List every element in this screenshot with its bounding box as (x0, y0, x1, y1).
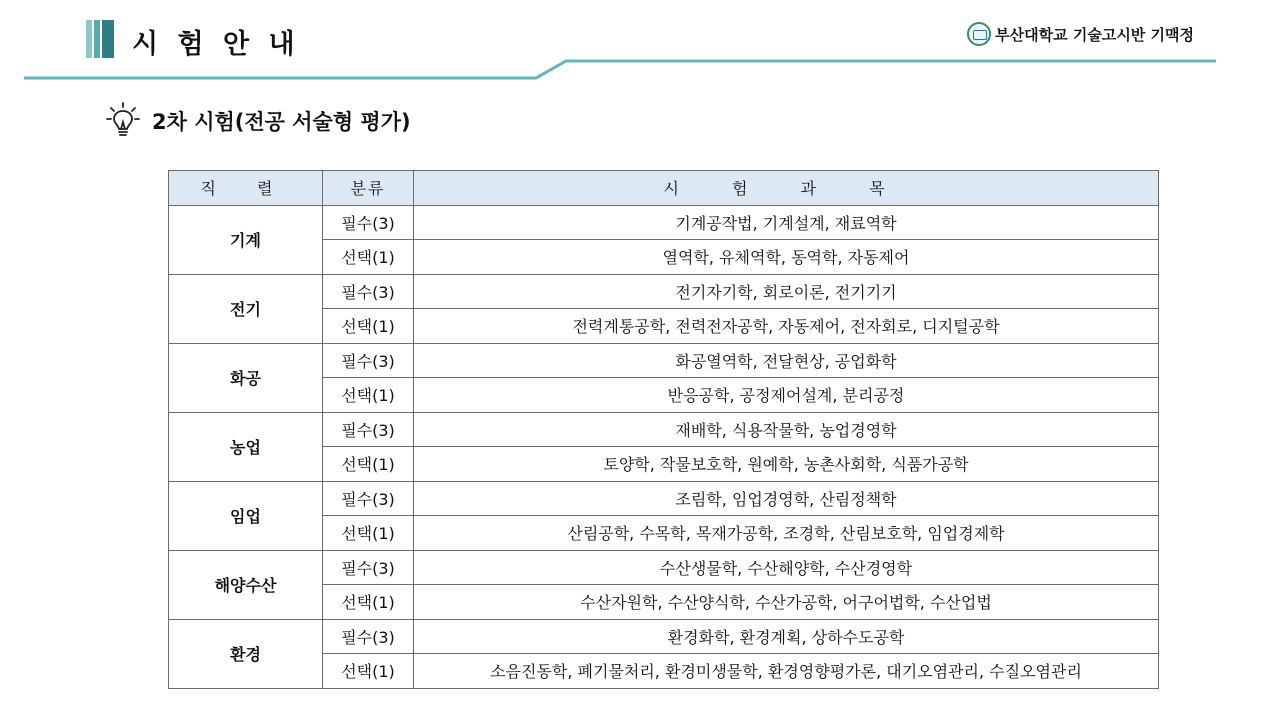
lightbulb-icon (106, 102, 140, 140)
category-cell: 필수(3) (323, 343, 414, 378)
subjects-cell: 전기자기학, 회로이론, 전기기기 (414, 274, 1159, 309)
category-cell: 선택(1) (323, 447, 414, 482)
category-cell: 선택(1) (323, 516, 414, 551)
job-name: 임업 (169, 481, 323, 550)
category-cell: 필수(3) (323, 550, 414, 585)
category-cell: 필수(3) (323, 274, 414, 309)
table-row (169, 205, 1159, 240)
subjects-cell: 산림공학, 수목학, 목재가공학, 조경학, 산림보호학, 임업경제학 (414, 516, 1159, 551)
category-cell: 필수(3) (323, 481, 414, 516)
subjects-cell: 토양학, 작물보호학, 원예학, 농촌사회학, 식품가공학 (414, 447, 1159, 482)
job-name: 환경 (169, 619, 323, 688)
header-subjects: 시 험 과 목 (414, 171, 1159, 206)
page-title: 시 험 안 내 (132, 29, 300, 60)
exam-subjects-table (168, 170, 1159, 689)
table-row (169, 412, 1159, 447)
subjects-cell: 반응공학, 공정제어설계, 분리공정 (414, 378, 1159, 413)
header-job: 직 렬 (169, 171, 323, 206)
subjects-cell: 재배학, 식용작물학, 농업경영학 (414, 412, 1159, 447)
table-header-row (169, 171, 1159, 206)
category-cell: 필수(3) (323, 412, 414, 447)
section-heading (106, 102, 411, 140)
table-row (169, 481, 1159, 516)
job-name: 기계 (169, 205, 323, 274)
category-cell: 필수(3) (323, 619, 414, 654)
subjects-cell: 조림학, 임업경영학, 산림정책학 (414, 481, 1159, 516)
subjects-cell: 수산생물학, 수산해양학, 수산경영학 (414, 550, 1159, 585)
category-cell: 선택(1) (323, 654, 414, 689)
category-cell: 선택(1) (323, 240, 414, 275)
table-row (169, 619, 1159, 654)
job-name: 농업 (169, 412, 323, 481)
subjects-cell: 기계공작법, 기계설계, 재료역학 (414, 205, 1159, 240)
category-cell: 필수(3) (323, 205, 414, 240)
subjects-cell: 소음진동학, 폐기물처리, 환경미생물학, 환경영향평가론, 대기오염관리, 수질오염관리 (414, 654, 1159, 689)
table-row (169, 550, 1159, 585)
org-name: 부산대학교 기술고시반 기맥정 (995, 25, 1194, 44)
job-name: 해양수산 (169, 550, 323, 619)
subjects-cell: 열역학, 유체역학, 동역학, 자동제어 (414, 240, 1159, 275)
subjects-cell: 전력계통공학, 전력전자공학, 자동제어, 전자회로, 디지털공학 (414, 309, 1159, 344)
subjects-cell: 화공열역학, 전달현상, 공업화학 (414, 343, 1159, 378)
category-cell: 선택(1) (323, 378, 414, 413)
category-cell: 선택(1) (323, 585, 414, 620)
subjects-cell: 환경화학, 환경계획, 상하수도공학 (414, 619, 1159, 654)
subjects-cell: 수산자원학, 수산양식학, 수산가공학, 어구어법학, 수산업법 (414, 585, 1159, 620)
job-name: 전기 (169, 274, 323, 343)
table-row (169, 343, 1159, 378)
header-divider (0, 0, 1280, 90)
table-row (169, 274, 1159, 309)
category-cell: 선택(1) (323, 309, 414, 344)
job-name: 화공 (169, 343, 323, 412)
header-type: 분류 (323, 171, 414, 206)
section-title: 2차 시험(전공 서술형 평가) (152, 110, 411, 134)
